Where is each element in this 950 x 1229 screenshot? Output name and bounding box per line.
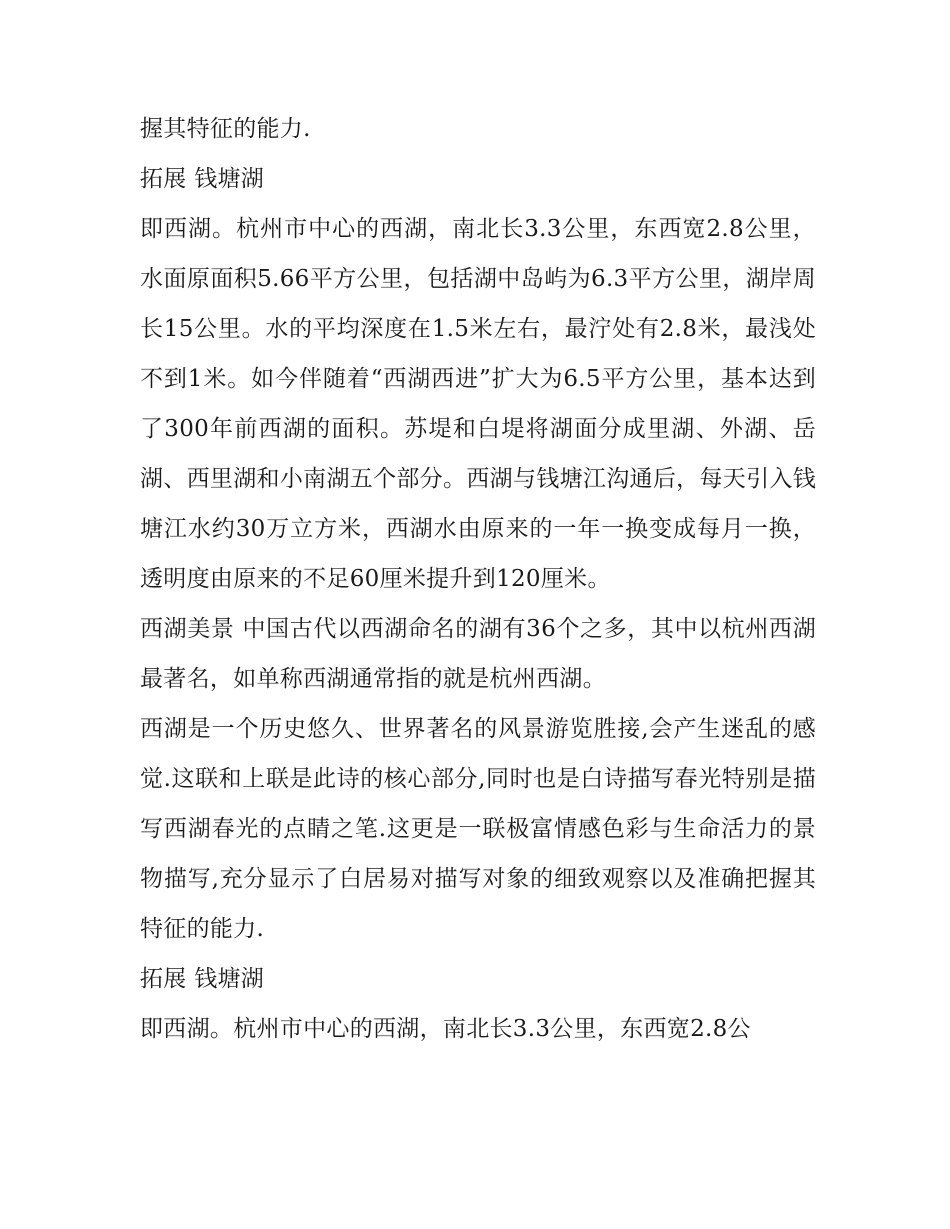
paragraph-poem-analysis: 西湖是一个历史悠久、世界著名的风景游览胜接,会产生迷乱的感觉.这联和上联是此诗的核心部分,同时也是白诗描写春光特别是描写西湖春光的点睛之笔.这更是一联极富情感色彩与生命活力的景物描写,充分显示了白居易对描写对象的细致观察以及准确把握其特征的能力. [140, 716, 816, 942]
paragraph-continuation: 握其特征的能力. [140, 116, 311, 142]
paragraph-west-lake-facts: 即西湖。杭州市中心的西湖，南北长3.3公里，东西宽2.8公里，水面原面积5.66平方公里，包括湖中岛屿为6.3平方公里，湖岸周长15公里。水的平均深度在1.5米左右，最泞处有2.8米，最浅处不到1米。如今伴随着“西湖西进”扩大为6.5平方公里，基本达到了300年前西湖的面积。苏堤和白堤将湖面分成里湖、外湖、岳湖、西里湖和小南湖五个部分。西湖与钱塘江沟通后，每天引入钱塘江水约30万立方米，西湖水由原来的一年一换变成每月一换，透明度由原来的不足60厘米提升到120厘米。 [140, 216, 816, 592]
section-heading: 拓展 钱塘湖 [140, 166, 265, 192]
section-heading-repeat: 拓展 钱塘湖 [140, 966, 265, 992]
paragraph-west-lake-scenery: 西湖美景 中国古代以西湖命名的湖有36个之多，其中以杭州西湖最著名，如单称西湖通常指的就是杭州西湖。 [140, 616, 816, 692]
paragraph-west-lake-facts-repeat: 即西湖。杭州市中心的西湖，南北长3.3公里，东西宽2.8公 [140, 1016, 751, 1042]
document-page [140, 104, 816, 1054]
